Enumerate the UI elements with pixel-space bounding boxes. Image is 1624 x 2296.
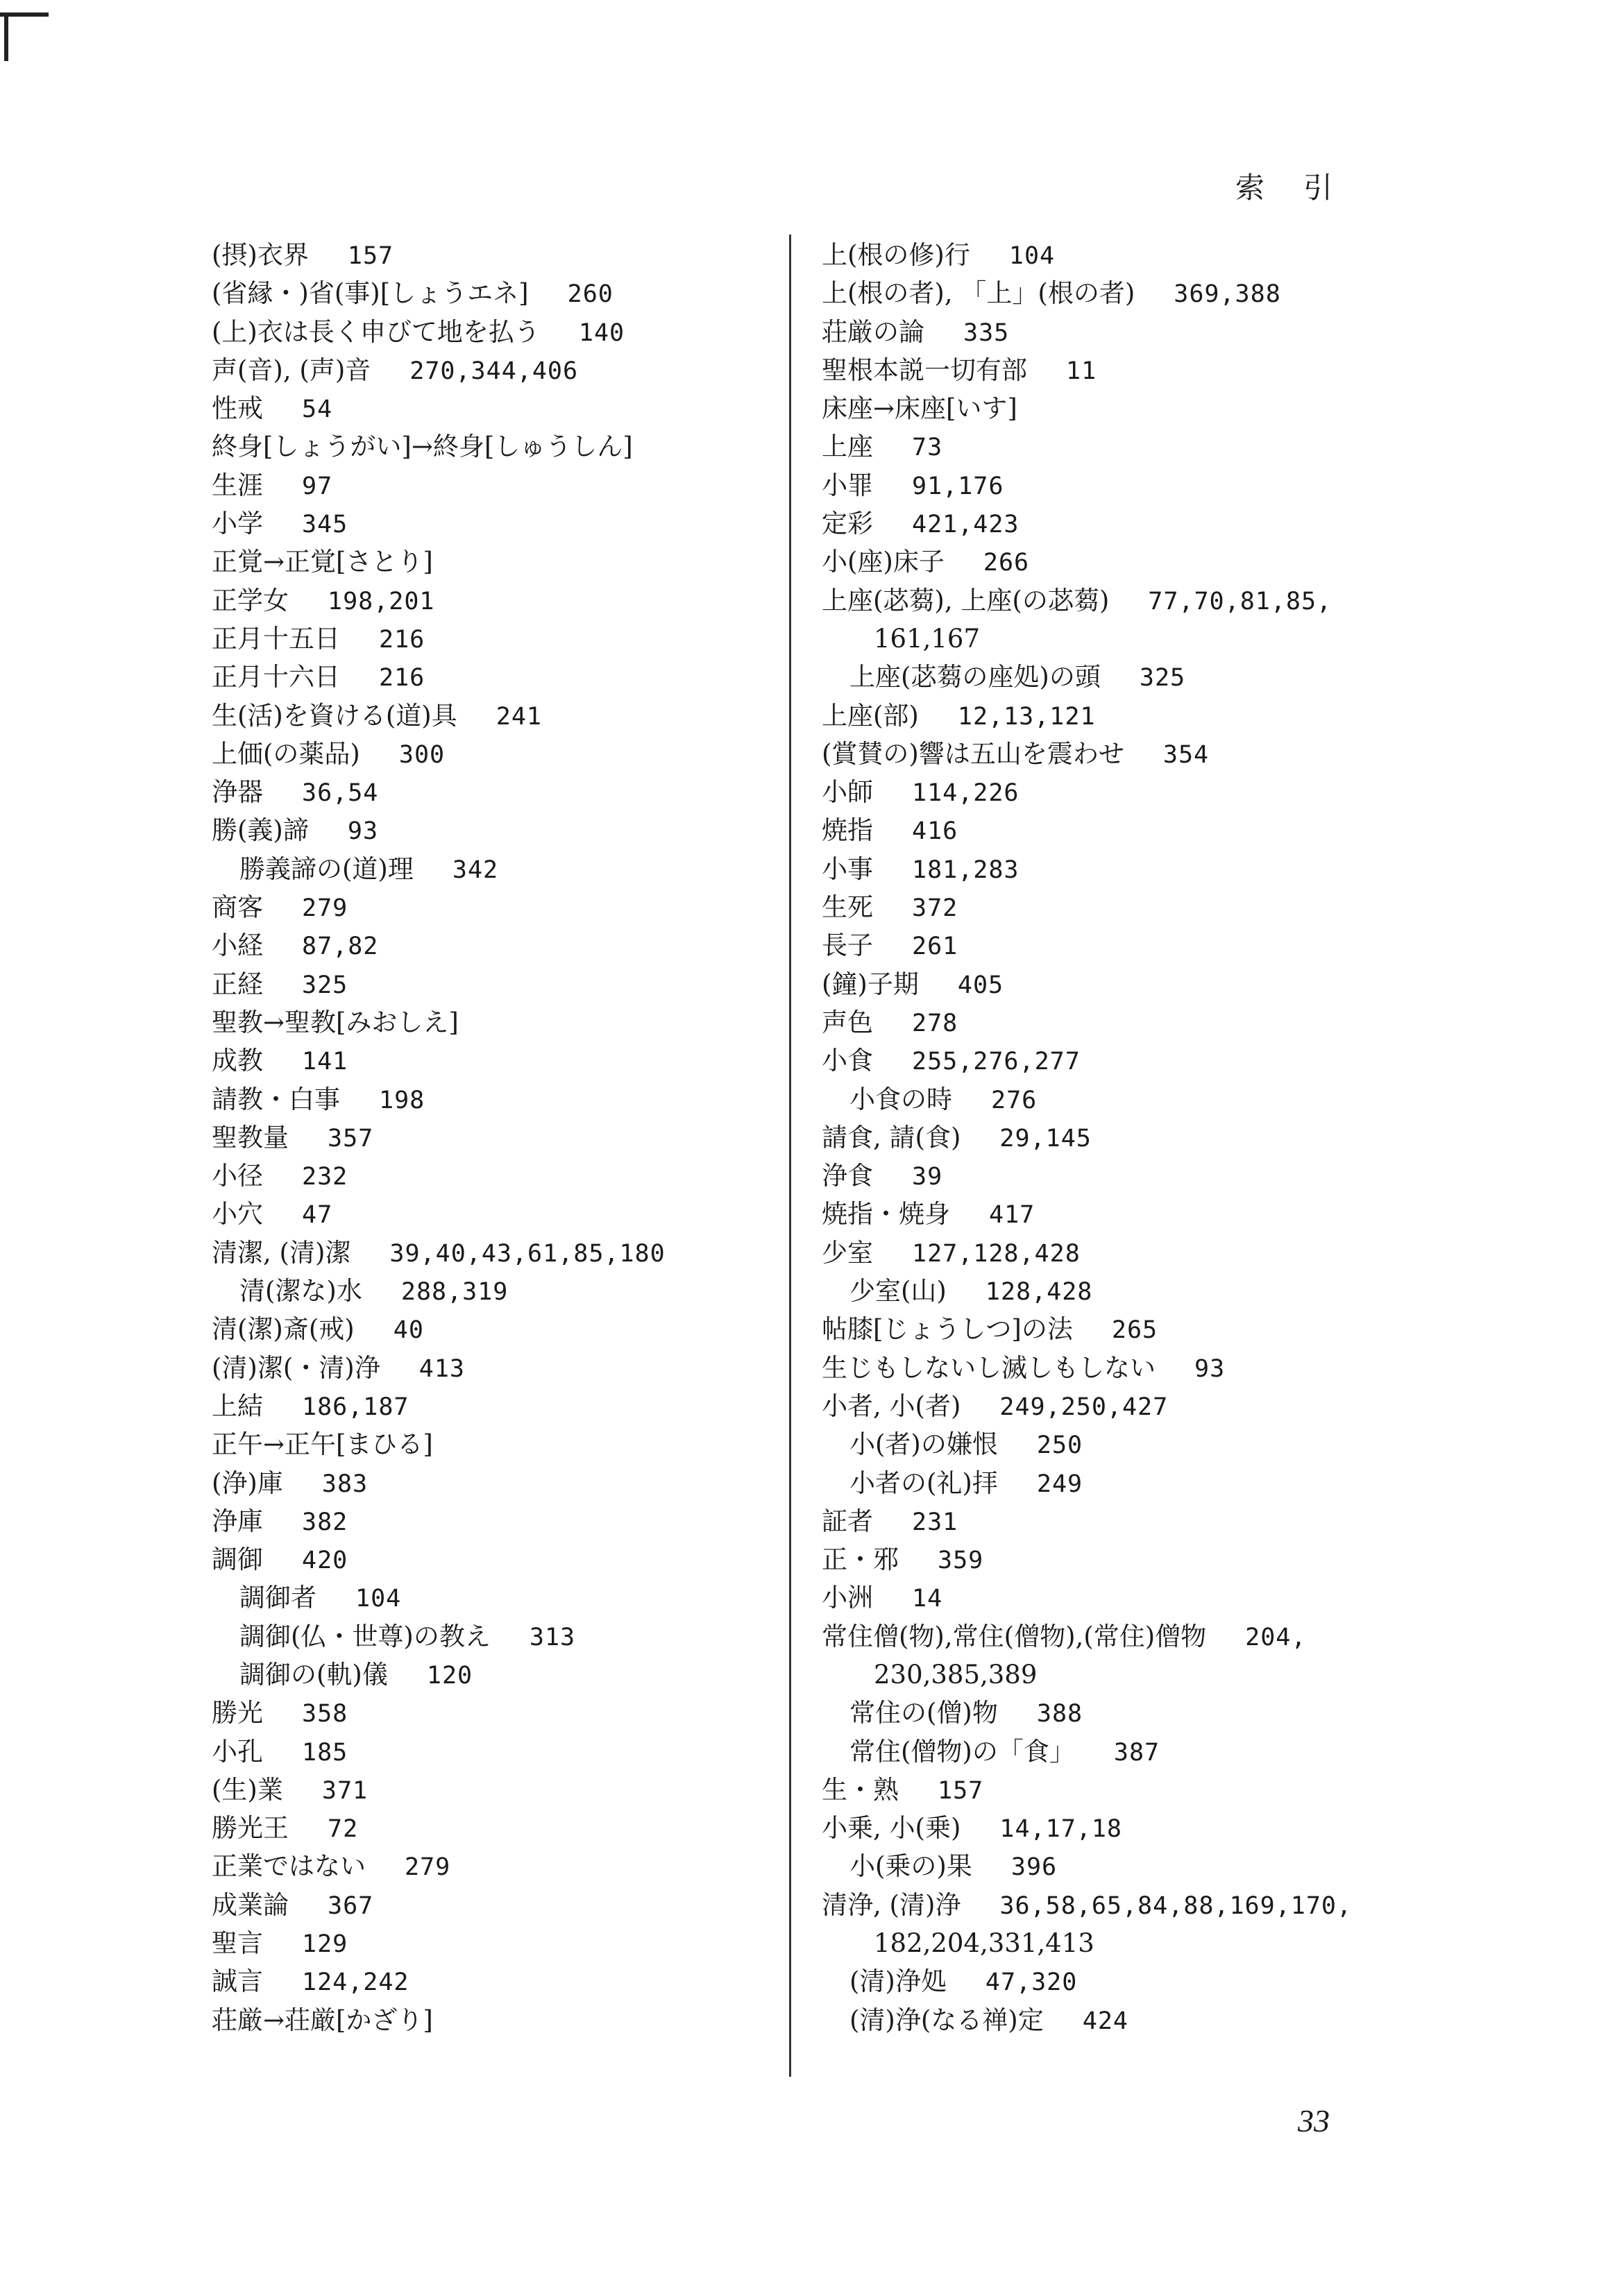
index-term: 聖教量 xyxy=(212,1122,289,1153)
index-entry xyxy=(822,1080,1419,1119)
index-page-refs: 357 xyxy=(328,1124,374,1153)
index-page-refs: 93 xyxy=(347,817,379,846)
index-term: 性戒 xyxy=(212,393,263,424)
index-entry xyxy=(822,236,1419,274)
index-page-refs: 77,70,81,85, xyxy=(1148,587,1333,615)
index-term: 小孔 xyxy=(212,1736,263,1767)
index-term: 正業ではない xyxy=(212,1851,366,1882)
index-entry xyxy=(212,1003,760,1041)
index-entry xyxy=(822,1272,1419,1310)
index-term: 調御 xyxy=(212,1545,263,1575)
index-page-refs: 260 xyxy=(567,280,614,309)
index-entry xyxy=(822,1771,1419,1809)
index-page-refs: 11 xyxy=(1066,357,1097,385)
index-term: 上価(の薬品) xyxy=(212,738,360,769)
index-term: 小穴 xyxy=(212,1199,263,1230)
index-entry xyxy=(822,313,1419,351)
index-term: 請教・白事 xyxy=(212,1084,340,1114)
index-entry xyxy=(822,581,1419,620)
index-term: 正経 xyxy=(212,969,263,999)
index-page-refs: 39,40,43,61,85,180 xyxy=(389,1239,666,1268)
index-page-refs: 73 xyxy=(912,434,943,462)
index-term: 声色 xyxy=(822,1007,873,1037)
index-term: 帖膝[じょうしつ]の法 xyxy=(822,1314,1073,1345)
index-entry xyxy=(212,1847,760,1885)
index-term: (省縁・)省(事)[しょうエネ] xyxy=(212,278,529,309)
index-page-refs: 405 xyxy=(957,971,1004,999)
index-entry xyxy=(822,811,1419,849)
index-term: 勝義諦の(道)理 xyxy=(239,853,414,884)
index-entry xyxy=(212,697,760,735)
index-term: 調御の(軌)儀 xyxy=(239,1659,388,1690)
index-page-refs: 250 xyxy=(1036,1431,1083,1460)
index-term: 浄食 xyxy=(822,1161,873,1191)
index-term: 小者の(礼)拝 xyxy=(849,1468,998,1498)
page-number: 33 xyxy=(1298,2103,1330,2138)
index-term: 終身[しょうがい]→終身[しゅうしん] xyxy=(212,432,633,462)
index-term: 上座 xyxy=(822,432,873,462)
index-page-refs: 128,428 xyxy=(985,1278,1093,1307)
index-term: 清潔, (清)潔 xyxy=(212,1237,351,1268)
index-term: 小師 xyxy=(822,777,873,808)
index-entry xyxy=(212,735,760,773)
index-term: 小(座)床子 xyxy=(822,547,945,577)
index-term: (鐘)子期 xyxy=(822,969,919,999)
index-page-refs: 216 xyxy=(379,625,425,654)
index-entry xyxy=(212,1617,760,1656)
index-entry xyxy=(822,427,1419,466)
index-entry xyxy=(212,1234,760,1272)
index-entry xyxy=(822,1387,1419,1425)
index-entry xyxy=(212,1886,760,1924)
index-page-refs: 342 xyxy=(452,856,499,884)
index-entry xyxy=(212,1080,760,1119)
index-page-refs: 104 xyxy=(355,1585,402,1613)
index-page-refs: 276 xyxy=(991,1086,1038,1114)
index-page-refs: 369,388 xyxy=(1174,280,1281,309)
index-page-refs: 424 xyxy=(1082,2007,1128,2035)
index-page-refs: 270,344,406 xyxy=(409,357,579,385)
index-page-refs: 417 xyxy=(989,1201,1035,1230)
index-term: (清)浄(なる禅)定 xyxy=(849,2005,1044,2035)
index-page-refs: 241 xyxy=(496,702,542,731)
index-entry xyxy=(822,1962,1419,2000)
index-entry xyxy=(822,1349,1419,1387)
index-entry xyxy=(822,1425,1419,1463)
index-page-refs: 186,187 xyxy=(302,1393,409,1421)
index-term: 清浄, (清)浄 xyxy=(822,1889,961,1920)
index-entry xyxy=(212,1502,760,1540)
index-entry xyxy=(822,1579,1419,1617)
index-page-refs: 29,145 xyxy=(999,1124,1092,1153)
index-entry xyxy=(212,1924,760,1962)
index-column-right xyxy=(822,236,1419,2039)
index-entry xyxy=(212,1656,760,1694)
index-page-refs: 265 xyxy=(1111,1316,1158,1345)
index-page-refs: 54 xyxy=(302,396,333,424)
index-page-refs: 216 xyxy=(379,664,425,692)
index-term: 小食の時 xyxy=(849,1084,952,1114)
index-entry xyxy=(822,1617,1419,1656)
index-entry xyxy=(212,620,760,658)
index-page-refs: 157 xyxy=(347,242,394,270)
index-page-refs: 198,201 xyxy=(328,587,435,615)
index-page-refs: 40 xyxy=(393,1316,424,1345)
index-entry xyxy=(822,1041,1419,1080)
index-term: 声(音), (声)音 xyxy=(212,355,371,385)
index-entry xyxy=(212,1733,760,1771)
index-page-refs: 335 xyxy=(963,318,1010,347)
index-entry xyxy=(212,351,760,389)
index-page-refs: 12,13,121 xyxy=(957,702,1096,731)
index-page-refs: 359 xyxy=(938,1547,984,1575)
index-entry xyxy=(822,1809,1419,1847)
index-term: 正月十五日 xyxy=(212,623,340,654)
index-page-refs: 354 xyxy=(1162,740,1210,769)
index-term: 浄庫 xyxy=(212,1506,263,1536)
index-entry xyxy=(212,811,760,849)
index-entry xyxy=(822,1924,1419,1962)
index-page-refs: 266 xyxy=(983,549,1030,577)
index-entry xyxy=(822,620,1419,658)
index-entry xyxy=(212,1157,760,1195)
index-entry xyxy=(822,274,1419,312)
index-page-refs: 278 xyxy=(912,1009,958,1037)
index-page-refs: 36,54 xyxy=(302,779,379,808)
index-page-refs: 14,17,18 xyxy=(999,1815,1122,1844)
index-term: 小経 xyxy=(212,930,263,961)
index-term: 小径 xyxy=(212,1161,263,1191)
index-page-refs: 140 xyxy=(578,318,625,347)
index-term: 小食 xyxy=(822,1046,873,1076)
index-term: 生(活)を資ける(道)具 xyxy=(212,700,457,731)
index-entry xyxy=(212,850,760,888)
index-term: 勝光 xyxy=(212,1698,263,1728)
index-term: 正学女 xyxy=(212,585,289,615)
index-term: 上(根の者), 「上」(根の者) xyxy=(822,278,1135,309)
index-entry xyxy=(212,274,760,312)
index-page-refs: 249,250,427 xyxy=(999,1393,1169,1421)
index-term: 定彩 xyxy=(822,509,873,539)
index-page-refs: 325 xyxy=(1139,664,1186,692)
index-term: (摂)衣界 xyxy=(212,240,309,270)
index-entry xyxy=(212,1962,760,2000)
index-term: 少室(山) xyxy=(849,1276,947,1307)
index-term: 小者, 小(者) xyxy=(822,1391,961,1421)
index-entry xyxy=(212,1425,760,1463)
index-page-refs: 204, xyxy=(1245,1623,1307,1651)
index-term: (清)潔(・清)浄 xyxy=(212,1352,380,1383)
index-term: 小罪 xyxy=(822,470,873,500)
index-page-refs: 421,423 xyxy=(912,511,1020,539)
index-page-refs: 279 xyxy=(302,894,348,923)
index-page-refs: 39 xyxy=(912,1163,943,1191)
index-page-refs: 114,226 xyxy=(912,779,1020,808)
index-term: (上)衣は長く申びて地を払う xyxy=(212,316,540,347)
index-entry xyxy=(212,1272,760,1310)
index-page-refs: 14 xyxy=(912,1585,943,1613)
index-entry xyxy=(822,389,1419,427)
index-term: 小洲 xyxy=(822,1583,873,1613)
index-term: 常住の(僧)物 xyxy=(849,1698,998,1728)
index-entry xyxy=(822,1733,1419,1771)
index-term: 成教 xyxy=(212,1046,263,1076)
index-page-refs: 420 xyxy=(302,1547,348,1575)
index-page-refs: 124,242 xyxy=(302,1968,409,1997)
index-entry xyxy=(822,543,1419,581)
index-entry xyxy=(822,888,1419,926)
index-page-refs: 413 xyxy=(418,1354,465,1383)
index-term: 清(潔)斎(戒) xyxy=(212,1314,355,1345)
index-entry xyxy=(822,504,1419,543)
index-term: 誠言 xyxy=(212,1966,263,1997)
index-term: 小乗, 小(乗) xyxy=(822,1813,961,1844)
index-entry xyxy=(822,351,1419,389)
index-term: 生死 xyxy=(822,892,873,923)
index-term: 焼指・焼身 xyxy=(822,1199,950,1230)
index-entry xyxy=(212,1195,760,1233)
index-page-refs: 93 xyxy=(1194,1354,1226,1383)
index-term: 聖言 xyxy=(212,1928,263,1959)
index-entry xyxy=(822,1003,1419,1041)
index-entry xyxy=(822,965,1419,1003)
index-term: 生・熟 xyxy=(822,1774,899,1805)
index-term: 正覚→正覚[さとり] xyxy=(212,547,433,577)
index-entry xyxy=(822,773,1419,811)
index-term: 上(根の修)行 xyxy=(822,240,970,270)
index-page-refs: 358 xyxy=(302,1700,348,1728)
index-page-refs: 371 xyxy=(321,1776,369,1805)
index-entry xyxy=(212,389,760,427)
index-page-refs: 345 xyxy=(302,511,348,539)
index-entry xyxy=(212,888,760,926)
index-term: 床座→床座[いす] xyxy=(822,393,1017,424)
index-entry xyxy=(822,658,1419,696)
index-page-refs: 36,58,65,84,88,169,170, xyxy=(999,1891,1353,1920)
index-term: 聖教→聖教[みおしえ] xyxy=(212,1007,459,1037)
index-entry xyxy=(822,1540,1419,1579)
index-term: 正午→正午[まひる] xyxy=(212,1429,433,1460)
index-term: 少室 xyxy=(822,1237,873,1268)
index-term: 調御(仏・世尊)の教え xyxy=(239,1621,491,1651)
index-entry xyxy=(212,658,760,696)
index-entry xyxy=(822,1847,1419,1885)
index-term: 上結 xyxy=(212,1391,263,1421)
index-term: 成業論 xyxy=(212,1889,289,1920)
index-page-refs: 47 xyxy=(302,1201,333,1230)
index-page-refs: 104 xyxy=(1008,242,1056,270)
index-term: 長子 xyxy=(822,930,873,961)
index-page-refs: 157 xyxy=(938,1776,984,1805)
index-term: 生涯 xyxy=(212,470,263,500)
index-page-refs: 91,176 xyxy=(912,472,1004,500)
index-entry xyxy=(212,427,760,466)
index-entry xyxy=(212,1540,760,1579)
index-column-left xyxy=(212,236,760,2039)
index-term: 小事 xyxy=(822,853,873,884)
index-term: 商客 xyxy=(212,892,263,923)
index-page-refs: 87,82 xyxy=(302,933,379,961)
index-term: 182,204,331,413 xyxy=(874,1928,1094,1959)
index-term: 調御者 xyxy=(239,1583,316,1613)
index-page-refs: 129 xyxy=(302,1930,348,1959)
index-term: (生)業 xyxy=(212,1774,283,1805)
index-entry xyxy=(822,1157,1419,1195)
index-term: 生じもしないし滅しもしない xyxy=(822,1352,1156,1383)
index-term: 勝(義)諦 xyxy=(212,815,309,846)
index-term: 聖根本説一切有部 xyxy=(822,355,1027,385)
index-entry xyxy=(212,1310,760,1348)
index-page-refs: 325 xyxy=(302,971,348,999)
index-page-refs: 388 xyxy=(1036,1700,1083,1728)
index-term: 勝光王 xyxy=(212,1813,289,1844)
index-term: 荘厳→荘厳[かざり] xyxy=(212,2005,433,2035)
index-term: (清)浄処 xyxy=(849,1966,947,1997)
index-page-refs: 72 xyxy=(328,1815,359,1844)
index-term: 常住僧(物),常住(僧物),(常住)僧物 xyxy=(822,1621,1207,1651)
index-entry xyxy=(212,926,760,964)
index-page-refs: 232 xyxy=(302,1163,348,1191)
index-entry xyxy=(212,1771,760,1809)
index-page-refs: 300 xyxy=(398,740,446,769)
index-entry xyxy=(212,773,760,811)
index-term: 証者 xyxy=(822,1506,873,1536)
index-entry xyxy=(822,735,1419,773)
index-entry xyxy=(212,1041,760,1080)
index-term: 正月十六日 xyxy=(212,662,340,692)
index-entry xyxy=(212,2001,760,2039)
index-page-refs: 198 xyxy=(379,1086,425,1114)
index-term: 小(乗の)果 xyxy=(849,1851,972,1882)
index-term: 上座(苾蒭の座処)の頭 xyxy=(849,662,1101,692)
index-page-refs: 47,320 xyxy=(985,1968,1078,1997)
index-term: (浄)庫 xyxy=(212,1468,283,1498)
index-page-refs: 387 xyxy=(1113,1738,1160,1767)
index-term: 清(潔な)水 xyxy=(239,1276,362,1307)
index-term: 請食, 請(食) xyxy=(822,1122,961,1153)
index-entry xyxy=(212,1579,760,1617)
index-page-refs: 382 xyxy=(302,1508,348,1536)
index-page-refs: 185 xyxy=(302,1738,348,1767)
index-entry xyxy=(212,1809,760,1847)
index-term: (賞賛の)響は五山を震わせ xyxy=(822,738,1124,769)
index-term: 焼指 xyxy=(822,815,873,846)
index-term: 上座(部) xyxy=(822,700,919,731)
index-entry xyxy=(822,1464,1419,1502)
index-entry xyxy=(822,1502,1419,1540)
index-page-refs: 416 xyxy=(912,817,958,846)
index-entry xyxy=(822,697,1419,735)
index-page-refs: 181,283 xyxy=(912,856,1020,884)
index-entry xyxy=(212,965,760,1003)
index-entry xyxy=(822,1886,1419,1924)
index-entry xyxy=(822,1310,1419,1348)
index-term: 161,167 xyxy=(874,623,981,654)
index-entry xyxy=(822,1656,1419,1694)
index-term: 小(者)の嫌恨 xyxy=(849,1429,998,1460)
index-page-refs: 141 xyxy=(302,1048,348,1076)
index-page-refs: 249 xyxy=(1036,1470,1083,1498)
index-page-refs: 367 xyxy=(328,1891,374,1920)
index-entry xyxy=(212,466,760,504)
index-page-refs: 120 xyxy=(426,1661,473,1690)
index-page-refs: 383 xyxy=(321,1470,369,1498)
index-term: 常住(僧物)の「食」 xyxy=(849,1736,1075,1767)
index-term: 小学 xyxy=(212,509,263,539)
index-term: 230,385,389 xyxy=(874,1659,1038,1690)
index-page-refs: 372 xyxy=(912,894,958,923)
index-page-refs: 97 xyxy=(302,472,333,500)
column-divider xyxy=(789,235,791,2077)
index-entry xyxy=(822,1195,1419,1233)
index-page-refs: 261 xyxy=(912,933,958,961)
index-term: 上座(苾蒭), 上座(の苾蒭) xyxy=(822,585,1110,615)
index-page-refs: 288,319 xyxy=(400,1278,509,1307)
page-header-title: 索引 xyxy=(1235,171,1372,205)
index-entry xyxy=(212,1694,760,1732)
index-entry xyxy=(822,1234,1419,1272)
index-entry xyxy=(822,2001,1419,2039)
index-term: 荘厳の論 xyxy=(822,316,924,347)
index-term: 正・邪 xyxy=(822,1545,899,1575)
index-entry xyxy=(212,1464,760,1502)
index-entry xyxy=(822,466,1419,504)
index-term: 浄器 xyxy=(212,777,263,808)
index-page-refs: 255,276,277 xyxy=(912,1048,1081,1076)
index-page-refs: 396 xyxy=(1010,1853,1058,1882)
index-entry xyxy=(822,850,1419,888)
index-entry xyxy=(212,1387,760,1425)
index-entry xyxy=(212,236,760,274)
index-page-refs: 231 xyxy=(912,1508,958,1536)
index-entry xyxy=(212,504,760,543)
index-page-refs: 127,128,428 xyxy=(912,1239,1081,1268)
index-entry xyxy=(212,1349,760,1387)
index-entry xyxy=(822,1119,1419,1157)
index-entry xyxy=(822,926,1419,964)
index-page-refs: 313 xyxy=(529,1623,576,1651)
index-entry xyxy=(212,581,760,620)
index-entry xyxy=(212,1119,760,1157)
index-entry xyxy=(822,1694,1419,1732)
index-entry xyxy=(212,543,760,581)
scan-corner-mark-vertical xyxy=(4,12,8,61)
index-entry xyxy=(212,313,760,351)
index-page-refs: 279 xyxy=(405,1853,451,1882)
